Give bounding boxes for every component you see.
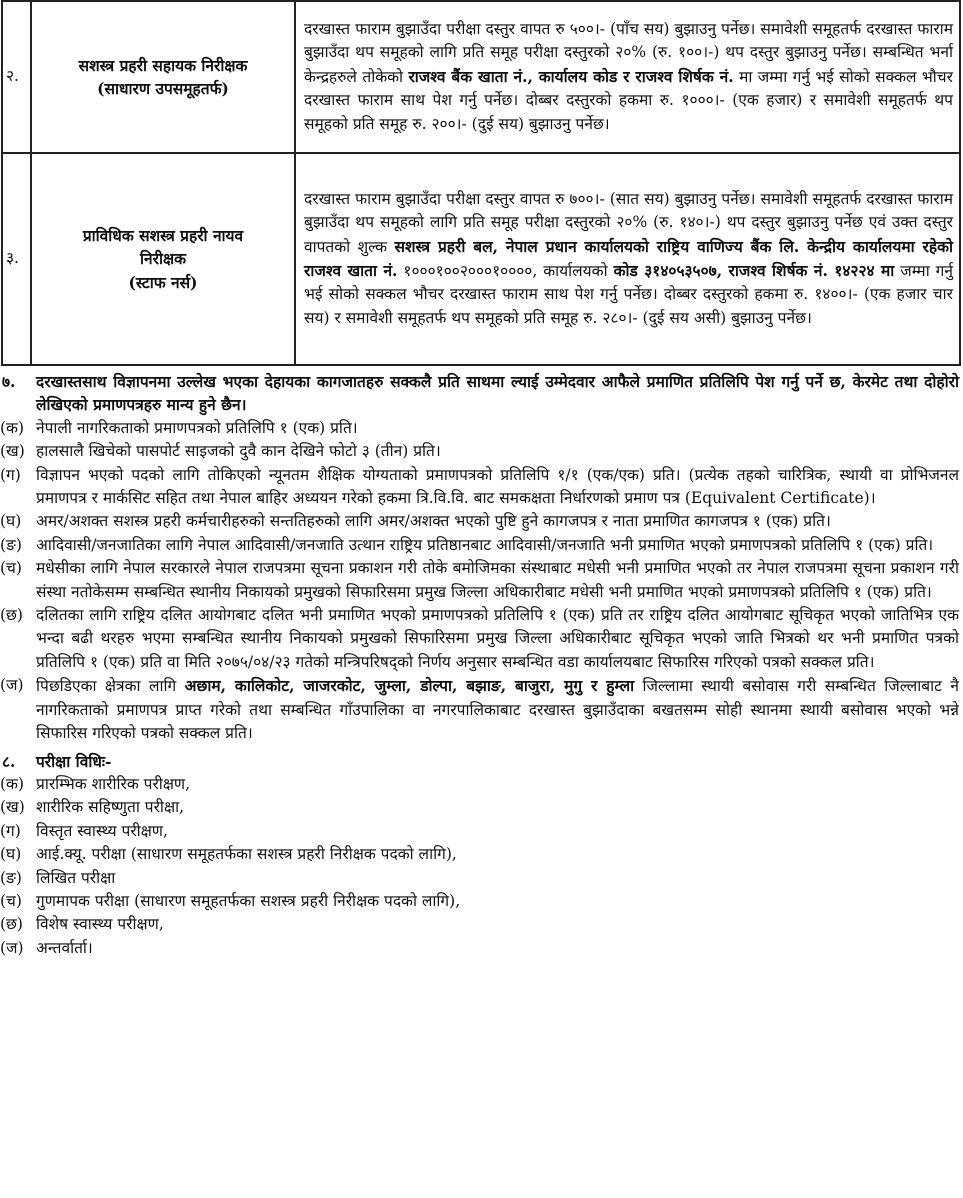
row-number: ३. xyxy=(2,153,31,365)
text-segment: अन्तर्वार्ता। xyxy=(36,938,93,957)
list-item xyxy=(0,510,963,533)
text-segment: दलितका लागि राष्ट्रिय दलित आयोगबाट दलित भनी प्रमाणित भएको प्रमाणपत्रको प्रतिलिपि १ (एक) प्रति तर राष्ट्रिय दलित आयोगबाट सूचिकृत भएको जातिभित्र एक भन्दा बढी थरहरु भएमा सम्बन्धित स्थानीय निकायको प्रमुखको सिफारिसमा प्रमुख जिल्ला अधिकारीबाट सूचिकृत भएको जाति भित्रको थर भनी प्रमाणित पत्रको प्रतिलिपि १ (एक) प्रति वा मिति २०७५/०४/२३ गतेको मन्त्रिपरिषद्को निर्णय अनुसार सम्बन्धित वडा कार्यालयबाट सिफारिस गरिएको पत्रको सक्कल प्रति। xyxy=(36,606,959,671)
list-item xyxy=(0,796,963,819)
list-item-text xyxy=(36,796,963,819)
list-item xyxy=(0,913,963,936)
list-item xyxy=(0,937,963,960)
list-item-label: (ज) xyxy=(0,938,24,957)
list-item-label: (ङ) xyxy=(0,535,22,554)
text-segment: मधेसीका लागि नेपाल सरकारले नेपाल राजपत्रमा सूचना प्रकाशन गरी तोके बमोजिमका संस्थाबाट मधेसी भनी प्रमाणित भएको तर नेपाल राजपत्रमा सूचना प्रकाशन गरी संस्था नतोकेसम्म सम्बन्धित स्थानीय निकायको प्रमुखको सिफारिसमा प्रमुख जिल्ला अधिकारीबाट मधेसी भनी प्रमाणित भएको प्रमाणपत्रको प्रतिलिपि १ (एक) प्रति। xyxy=(36,559,959,601)
list-item-text xyxy=(36,867,963,890)
list-item-text xyxy=(36,820,963,843)
position-name xyxy=(31,1,295,153)
list-item-label: (क) xyxy=(0,418,24,437)
list-item-label: (छ) xyxy=(0,915,23,934)
text-segment: आई.क्यू. परीक्षा (साधारण समूहतर्फका सशस्त्र प्रहरी निरीक्षक पदको लागि), xyxy=(36,845,457,864)
list-item-label: (च) xyxy=(0,891,22,910)
text-segment: जम्मा गर्नु भई सोको सक्कल भौचर दरखास्त फाराम साथ पेश गर्नु पर्नेछ। दोब्बर दस्तुरको हकमा रु. १४००।- (एक हजार चार सय) र समावेशी समूहतर्फ थप समूहको प्रति समूह रु. २८०।- (दुई सय असी) बुझाउनु पर्नेछ। xyxy=(304,262,953,327)
list-item xyxy=(0,464,963,511)
list-item xyxy=(0,843,963,866)
section-number: ८. xyxy=(2,751,16,771)
text-segment: जिल्लामा स्थायी बसोवास गरी सम्बन्धित जिल्लाबाट नै नागरिकताको प्रमाणपत्र प्राप्त गरेको तथा सम्बन्धित गाँउपालिका वा नगरपालिकाबाट दरखास्त बुझाउँदाका बखतसम्म सोही स्थानमा स्थायी बसोवास भएको भन्ने सिफारिस गरिएको पत्रको सक्कल प्रति। xyxy=(36,677,959,743)
document-list xyxy=(0,417,963,746)
section-7-heading xyxy=(0,370,963,417)
list-item-label: (ङ) xyxy=(0,868,22,887)
position-line: निरीक्षक xyxy=(140,249,186,269)
position-line: प्राविधिक सशस्त्र प्रहरी नायव xyxy=(82,225,244,245)
list-item xyxy=(0,674,963,745)
list-item xyxy=(0,820,963,843)
list-item xyxy=(0,440,963,463)
position-line: (साधारण उपसमूहतर्फ) xyxy=(97,79,229,98)
table-row xyxy=(2,153,960,365)
list-item-label: (ख) xyxy=(0,798,25,817)
list-item-label: (घ) xyxy=(0,845,22,864)
list-item-label: (ज) xyxy=(0,676,24,695)
list-item-text xyxy=(36,604,963,674)
bold-text-segment: कोड ३१४०५३५०७, राजश्व शिर्षक नं. १४२२४ मा xyxy=(613,261,895,280)
text-segment: विज्ञापन भएको पदको लागि तोकिएको न्यूनतम शैक्षिक योग्यताको प्रमाणपत्रको प्रतिलिपि १/१ (एक/एक) प्रति। (प्रत्येक तहको चारित्रिक, स्थायी वा प्रोभिजनल प्रमाणपत्र र मार्कसिट सहित तथा नेपाल बाहिर अध्ययन गरेको हकमा त्रि.वि.वि. बाट समकक्षता निर्धारणको प्रमाण पत्र (Equivalent Certificate)। xyxy=(36,465,959,508)
list-item-label: (घ) xyxy=(0,512,22,531)
text-segment: हालसालै खिचेको पासपोर्ट साइजको दुवै कान देखिने फोटो ३ (तीन) प्रति। xyxy=(36,442,441,461)
list-item-text xyxy=(36,417,963,440)
text-segment: गुणमापक परीक्षा (साधारण समूहतर्फका सशस्त्र प्रहरी निरीक्षक पदको लागि), xyxy=(36,891,461,910)
fee-table xyxy=(1,0,961,366)
text-segment: १०००१००२०००१००००, कार्यालयको xyxy=(397,262,614,280)
bold-text-segment: राजश्व बैंक खाता नं., कार्यालय कोड र राजश्व शिर्षक नं. xyxy=(408,66,734,86)
list-item xyxy=(0,534,963,557)
list-item-text xyxy=(36,534,963,557)
list-item-text xyxy=(36,890,963,913)
position-name xyxy=(31,153,295,365)
text-segment: मा जम्मा गर्नु भई सोको सक्कल भौचर दरखास्त फाराम साथ पेश गर्नु पर्नेछ। दोब्बर दस्तुरको हकमा रु. १०००।- (एक हजार) र समावेशी समूहतर्फ थप समूहको प्रति समूह रु. २००।- (दुई सय) बुझाउनु पर्नेछ। xyxy=(304,67,953,133)
bold-text-segment: अछाम, कालिकोट, जाजरकोट, जुम्ला, डोल्पा, बझाङ, बाजुरा, मुगु र हुम्ला xyxy=(184,676,635,696)
list-item xyxy=(0,890,963,913)
list-item-label: (ग) xyxy=(0,821,21,840)
list-item-text xyxy=(36,557,963,604)
list-item xyxy=(0,773,963,796)
row-number: २. xyxy=(2,1,31,153)
exam-method-list xyxy=(0,773,963,960)
list-item-label: (ख) xyxy=(0,442,25,461)
list-item xyxy=(0,557,963,604)
section-title: दरखास्तसाथ विज्ञापनमा उल्लेख भएका देहायका कागजातहरु सक्कलै प्रति साथमा ल्याई उम्मेदवार आफैले प्रमाणित प्रतिलिपि पेश गर्नु पर्ने छ, केरमेट तथा दोहोरो लेखिएको प्रमाणपत्रहरु मान्य हुने छैन। xyxy=(36,372,959,415)
list-item-text xyxy=(36,937,963,960)
list-item xyxy=(0,867,963,890)
table-row xyxy=(2,1,960,153)
text-segment: दरखास्त फाराम बुझाउँदा परीक्षा दस्तुर वापत रु ५००।- (पाँच सय) बुझाउनु पर्नेछ। समावेशी समूहतर्फ दरखास्त फाराम बुझाउँदा थप समूहको लागि प्रति समूह परीक्षा दस्तुरको २०% (रु. १००।-) थप दस्तुर बुझाउनु पर्नेछ। सम्बन्धित भर्ना केन्द्रहरुले तोकेको xyxy=(304,19,953,86)
list-item-label: (क) xyxy=(0,774,24,793)
text-segment: आदिवासी/जनजातिका लागि नेपाल आदिवासी/जनजाति उत्थान राष्ट्रिय प्रतिष्ठानबाट आदिवासी/जनजाति भनी प्रमाणित भएको प्रमाणपत्रको प्रतिलिपि १ (एक) प्रति। xyxy=(36,535,934,554)
text-segment: पिछडिएका क्षेत्रका लागि xyxy=(36,677,185,696)
section-8-heading xyxy=(0,750,963,773)
list-item-label: (ग) xyxy=(0,465,21,484)
list-item-text xyxy=(36,440,963,463)
text-segment: विशेष स्वास्थ्य परीक्षण, xyxy=(36,915,164,934)
section-title: परीक्षा विधिः- xyxy=(36,751,112,771)
list-item-text xyxy=(36,674,963,745)
text-segment: शारीरिक सहिष्णुता परीक्षा, xyxy=(36,798,185,817)
position-line: (स्टाफ नर्स) xyxy=(128,272,198,292)
bold-text-segment: सशस्त्र प्रहरी बल, नेपाल प्रधान कार्यालयको राष्ट्रिय वाणिज्य बैंक लि. केन्द्रीय कार्यालयमा रहेको राजश्व खाता नं. xyxy=(304,236,953,280)
text-segment: लिखित परीक्षा xyxy=(36,868,116,887)
text-segment: प्रारम्भिक शारीरिक परीक्षण, xyxy=(36,774,191,793)
list-item-text xyxy=(36,843,963,866)
fee-description xyxy=(295,1,960,153)
position-line: सशस्त्र प्रहरी सहायक निरीक्षक xyxy=(78,55,248,75)
list-item-text xyxy=(36,913,963,936)
list-item-label: (छ) xyxy=(0,606,23,625)
text-segment: अमर/अशक्त सशस्त्र प्रहरी कर्मचारीहरुको सन्ततिहरुको लागि अमर/अशक्त भएको पुष्टि हुने कागजपत्र र नाता प्रमाणित कागजपत्र १ (एक) प्रति। xyxy=(36,512,831,531)
fee-description xyxy=(295,153,960,365)
list-item-text xyxy=(36,773,963,796)
list-item-label: (च) xyxy=(0,559,22,578)
text-segment: नेपाली नागरिकताको प्रमाणपत्रको प्रतिलिपि १ (एक) प्रति। xyxy=(36,418,358,437)
text-segment: दरखास्त फाराम बुझाउँदा परीक्षा दस्तुर वापत रु ७००।- (सात सय) बुझाउनु पर्नेछ। समावेशी समूहतर्फ दरखास्त फाराम बुझाउँदा थप समूहको लागि प्रति समूह परीक्षा दस्तुरको २०% (रु. १४०।-) थप दस्तुर बुझाउनु पर्नेछ एवं उक्त दस्तुर वापतको शुल्क xyxy=(304,189,953,256)
list-item xyxy=(0,604,963,674)
list-item-text xyxy=(36,464,963,511)
list-item xyxy=(0,417,963,440)
text-segment: विस्तृत स्वास्थ्य परीक्षण, xyxy=(36,821,168,840)
section-number: ७. xyxy=(2,372,16,391)
list-item-text xyxy=(36,510,963,533)
